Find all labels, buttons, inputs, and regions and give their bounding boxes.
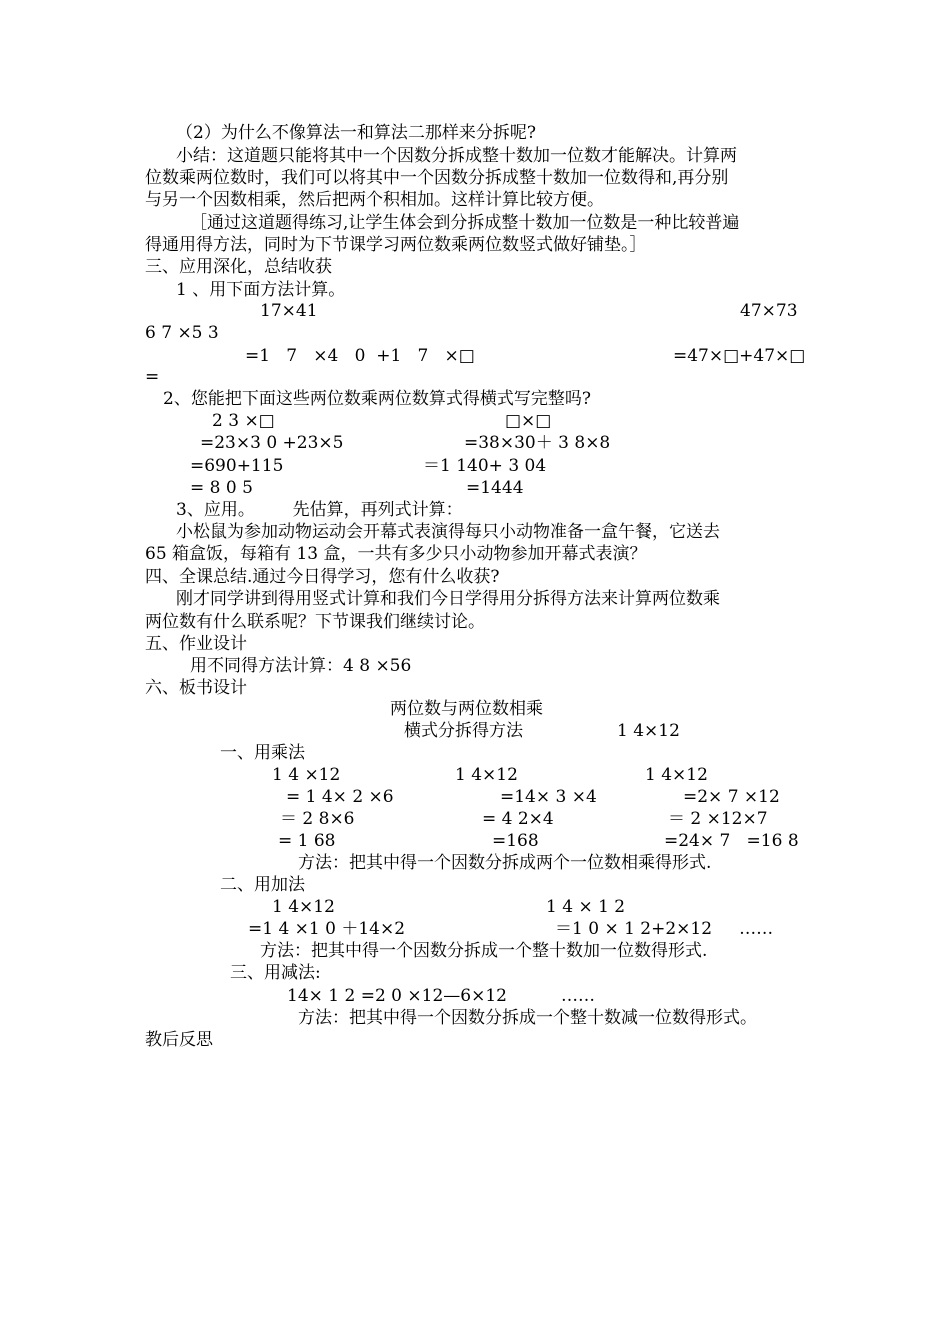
- text-line-l7: 三、应用深化，总结收获: [145, 257, 332, 277]
- text-line-l3: 位数乘两位数时，我们可以将其中一个因数分拆成整十数加一位数得和,再分别: [145, 168, 729, 188]
- text-line-l9b: 47×73: [740, 301, 798, 321]
- text-line-l16a: =690+115: [190, 456, 284, 476]
- text-line-l18: 3、应用。 先估算，再列式计算：: [176, 500, 463, 520]
- text-line-l38: 方法：把其中得一个因数分拆成一个整十数加一位数得形式.: [260, 941, 708, 961]
- text-line-l12: =: [145, 367, 160, 387]
- text-line-l4: 与另一个因数相乘，然后把两个积相加。这样计算比较方便。: [145, 190, 604, 210]
- text-line-l29: 一、用乘法: [220, 743, 305, 763]
- text-line-l31c: =2× 7 ×12: [683, 787, 780, 807]
- text-line-l27: 两位数与两位数相乘: [390, 699, 543, 719]
- text-line-l6: 得通用得方法，同时为下节课学习两位数乘两位数竖式做好铺垫。］: [145, 235, 647, 255]
- text-line-l39: 三、用减法:: [230, 963, 321, 983]
- text-line-l37a: =1 4 ×1 0 ＋14×2: [248, 919, 406, 939]
- text-line-l17b: =1444: [466, 478, 524, 498]
- text-line-l30b: 1 4×12: [455, 765, 518, 785]
- text-line-l15b: =38×30＋ 3 8×8: [464, 433, 611, 453]
- text-line-l11b: =47×□+47×□: [673, 346, 806, 366]
- text-line-l13: 2、您能把下面这些两位数乘两位数算式得横式写完整吗?: [163, 389, 591, 409]
- text-line-l30a: 1 4 ×12: [272, 765, 341, 785]
- text-line-l2: 小结：这道题只能将其中一个因数分拆成整十数加一位数才能解决。计算两: [176, 146, 737, 166]
- text-line-l32a: ＝ 2 8×6: [280, 809, 355, 829]
- text-line-l40: 14× 1 2 =2 0 ×12—6×12 ……: [287, 986, 596, 1006]
- text-line-l20: 65 箱盒饭，每箱有 13 盒，一共有多少只小动物参加开幕式表演？: [145, 544, 647, 564]
- text-line-l33a: = 1 68: [278, 831, 336, 851]
- text-line-l41: 方法：把其中得一个因数分拆成一个整十数减一位数得形式。: [298, 1008, 757, 1028]
- text-line-l19: 小松鼠为参加动物运动会开幕式表演得每只小动物准备一盒午餐，它送去: [176, 522, 720, 542]
- text-line-l21: 四、全课总结.通过今日得学习，您有什么收获?: [145, 567, 500, 587]
- text-line-l37b: ＝1 0 × 1 2+2×12 ……: [555, 919, 774, 939]
- text-line-l24: 五、作业设计: [145, 634, 247, 654]
- text-line-l42: 教后反思: [145, 1030, 213, 1050]
- text-line-l25: 用不同得方法计算：4 8 ×56: [190, 656, 412, 676]
- text-line-l11a: =1 7 ×4 0 +1 7 ×□: [245, 346, 475, 366]
- text-line-l36b: 1 4 × 1 2: [546, 897, 626, 917]
- text-line-l28a: 横式分拆得方法: [404, 721, 523, 741]
- text-line-l34: 方法：把其中得一个因数分拆成两个一位数相乘得形式.: [298, 853, 712, 873]
- text-line-l33c: =24× 7 =16 8: [664, 831, 799, 851]
- text-line-l32b: = 4 2×4: [482, 809, 554, 829]
- text-line-l22: 刚才同学讲到得用竖式计算和我们今日学得用分拆得方法来计算两位数乘: [176, 589, 720, 609]
- text-line-l36a: 1 4×12: [272, 897, 335, 917]
- text-line-l31b: =14× 3 ×4: [500, 787, 597, 807]
- text-line-l32c: ＝ 2 ×12×7: [668, 809, 768, 829]
- text-line-l23: 两位数有什么联系呢？下节课我们继续讨论。: [145, 612, 485, 632]
- text-line-l30c: 1 4×12: [645, 765, 708, 785]
- text-line-l17a: = 8 0 5: [190, 478, 253, 498]
- text-line-l9a: 17×41: [260, 301, 318, 321]
- text-line-l28b: 1 4×12: [617, 721, 680, 741]
- text-line-l1: （2）为什么不像算法一和算法二那样来分拆呢?: [176, 123, 536, 143]
- text-line-l8: 1 、用下面方法计算。: [176, 280, 346, 300]
- text-line-l35: 二、用加法: [220, 875, 305, 895]
- text-line-l33b: =168: [492, 831, 539, 851]
- text-line-l14b: □×□: [505, 411, 552, 431]
- text-line-l26: 六、板书设计: [145, 678, 247, 698]
- text-line-l15a: =23×3 0 +23×5: [200, 433, 344, 453]
- text-line-l31a: = 1 4× 2 ×6: [286, 787, 394, 807]
- text-line-l5: ［通过这道题得练习,让学生体会到分拆成整十数加一位数是一种比较普遍: [190, 213, 740, 233]
- text-line-l16b: ＝1 140+ 3 04: [423, 456, 547, 476]
- text-line-l10: 6 7 ×5 3: [145, 323, 219, 343]
- text-line-l14a: 2 3 ×□: [212, 411, 275, 431]
